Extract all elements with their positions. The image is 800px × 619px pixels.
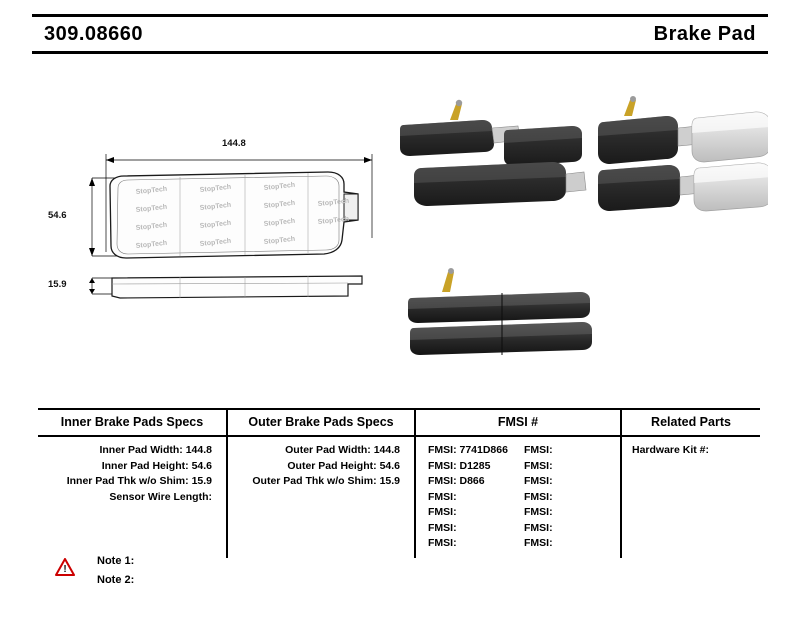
svg-text:StopTech: StopTech (263, 235, 296, 246)
inner-pad-thickness-label: Inner Pad Thk w/o Shim: (66, 475, 189, 487)
svg-text:StopTech: StopTech (135, 203, 168, 214)
inner-pad-thickness-row (44, 474, 220, 490)
note-2: Note 2: (97, 574, 135, 586)
photo-pad-group-left (400, 100, 586, 206)
fmsi-column-right (518, 443, 614, 552)
warning-triangle-icon (55, 558, 75, 576)
outer-pad-height-value: 54.6 (379, 459, 400, 472)
table-header-row (38, 410, 760, 437)
svg-text:!: ! (63, 564, 67, 575)
photo-pad-side-views (408, 268, 592, 355)
page-header (32, 14, 768, 54)
inner-specs-cell (38, 437, 226, 558)
inner-pad-thickness-value: 15.9 (191, 475, 212, 487)
fmsi-cell (414, 437, 620, 558)
technical-drawing (32, 70, 768, 390)
fmsi-row: FMSI: (428, 537, 457, 549)
inner-pad-height-value: 54.6 (191, 459, 212, 472)
note-1: Note 1: (97, 555, 135, 567)
fmsi-row: FMSI: (524, 475, 553, 487)
fmsi-row: FMSI: (428, 490, 457, 503)
svg-text:StopTech: StopTech (317, 197, 350, 208)
fmsi-row: FMSI: (524, 521, 553, 534)
fmsi-row: FMSI: 7741D866 (428, 444, 508, 456)
dimension-thickness-label: 15.9 (48, 279, 67, 290)
svg-text:StopTech: StopTech (199, 183, 232, 194)
inner-pad-height-row (44, 459, 220, 475)
photo-pad-group-right (598, 96, 768, 211)
product-type: Brake Pad (653, 23, 756, 45)
outer-pad-height-label: Outer Pad Height: (287, 459, 377, 472)
line-drawing-side-view (89, 276, 362, 298)
svg-text:StopTech: StopTech (263, 217, 296, 228)
fmsi-row: FMSI: D866 (428, 475, 485, 487)
sensor-wire-length-row (44, 490, 220, 506)
fmsi-row: FMSI: (524, 444, 553, 456)
specifications-table (38, 408, 760, 558)
column-header-outer-specs: Outer Brake Pads Specs (226, 410, 414, 435)
sensor-wire-length-label: Sensor Wire Length: (109, 490, 212, 503)
svg-text:StopTech: StopTech (199, 201, 232, 212)
line-drawing-front-view (89, 154, 372, 258)
fmsi-row: FMSI: D1285 (428, 459, 491, 472)
fmsi-row: FMSI: (428, 521, 457, 534)
column-header-inner-specs: Inner Brake Pads Specs (60, 415, 204, 429)
column-header-fmsi: FMSI # (414, 410, 620, 435)
svg-text:StopTech: StopTech (199, 219, 232, 230)
outer-specs-cell (226, 437, 414, 558)
svg-text:StopTech: StopTech (317, 215, 350, 226)
inner-pad-width-row (44, 443, 220, 459)
outer-pad-thickness-value: 15.9 (379, 475, 400, 487)
inner-pad-height-label: Inner Pad Height: (101, 459, 189, 472)
svg-text:StopTech: StopTech (135, 185, 168, 196)
svg-text:StopTech: StopTech (135, 239, 168, 250)
drawing-svg (32, 70, 768, 390)
svg-text:StopTech: StopTech (263, 181, 296, 192)
fmsi-column-left (422, 443, 518, 552)
hardware-kit-row: Hardware Kit #: (632, 444, 710, 456)
outer-pad-thickness-label: Outer Pad Thk w/o Shim: (252, 475, 377, 487)
fmsi-row: FMSI: (524, 537, 553, 549)
inner-pad-width-label: Inner Pad Width: (99, 444, 183, 456)
table-body-row (38, 437, 760, 558)
outer-pad-width-row (234, 443, 408, 459)
related-parts-cell (620, 437, 760, 558)
svg-text:StopTech: StopTech (199, 237, 232, 248)
inner-pad-width-value: 144.8 (185, 444, 212, 456)
dimension-height-label: 54.6 (48, 210, 67, 221)
fmsi-row: FMSI: (524, 506, 553, 518)
fmsi-row: FMSI: (524, 459, 553, 472)
dimension-width-label: 144.8 (222, 138, 246, 149)
outer-pad-width-value: 144.8 (373, 444, 400, 456)
part-number: 309.08660 (44, 23, 144, 45)
notes-section (55, 552, 315, 590)
svg-text:StopTech: StopTech (263, 199, 296, 210)
fmsi-row: FMSI: (428, 506, 457, 518)
column-header-related-parts: Related Parts (620, 410, 760, 435)
outer-pad-thickness-row (234, 474, 408, 490)
svg-text:StopTech: StopTech (135, 221, 168, 232)
outer-pad-height-row (234, 459, 408, 475)
fmsi-row: FMSI: (524, 490, 553, 503)
outer-pad-width-label: Outer Pad Width: (285, 444, 371, 456)
